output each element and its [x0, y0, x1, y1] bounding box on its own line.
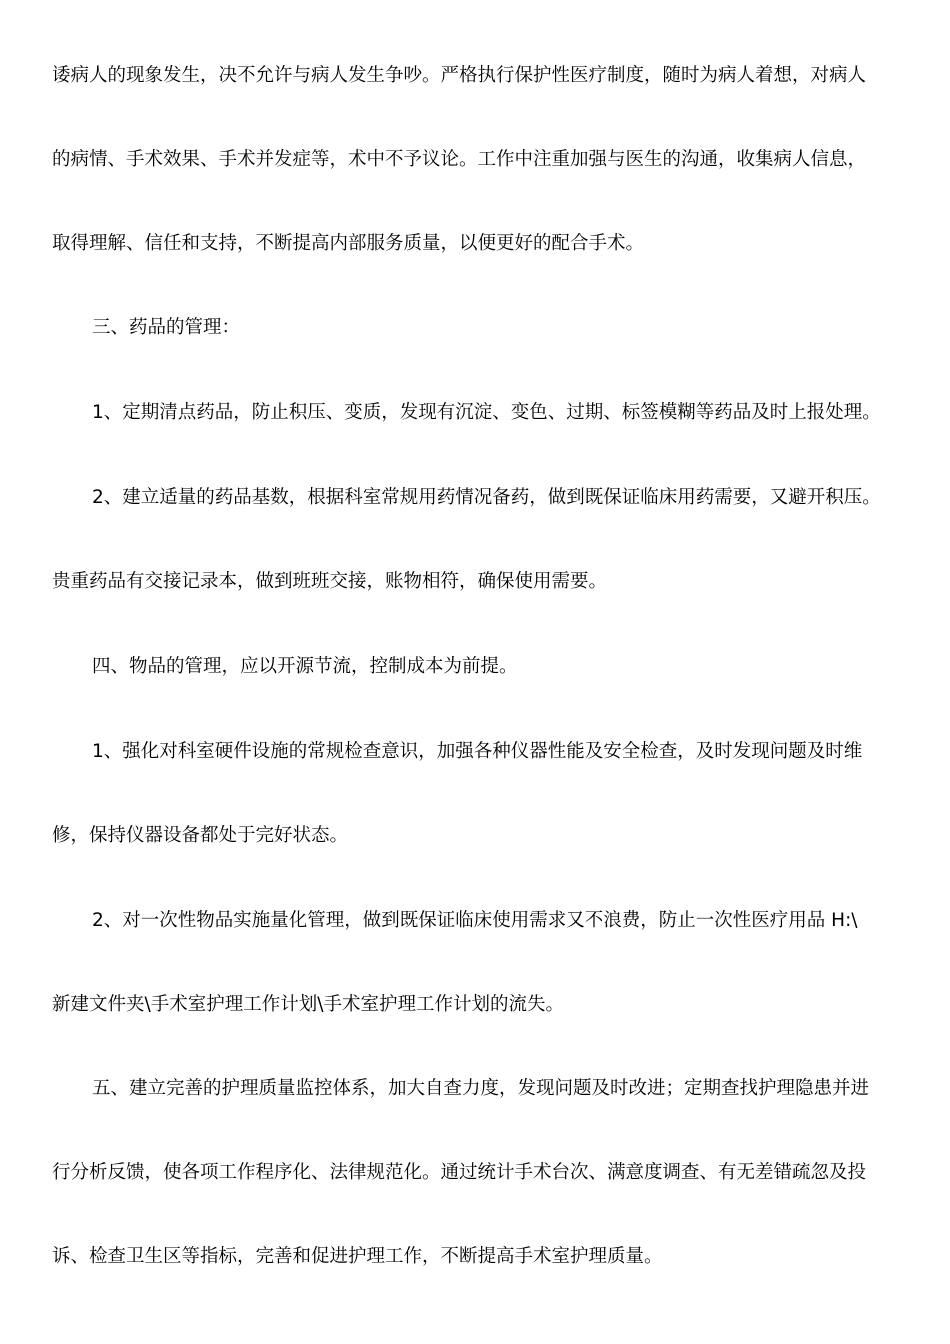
text-line: 1、定期清点药品，防止积压、变质，发现有沉淀、变色、过期、标签模糊等药品及时上报处理。	[92, 402, 881, 423]
text-line: 诿病人的现象发生，决不允许与病人发生争吵。严格执行保护性医疗制度，随时为病人着想，对病人	[52, 65, 867, 86]
text-line: 修，保持仪器设备都处于完好状态。	[52, 825, 349, 846]
section-heading-supplies: 四、物品的管理，应以开源节流，控制成本为前提。	[92, 656, 518, 677]
text-line: 2、建立适量的药品基数，根据科室常规用药情况备药，做到既保证临床用药需要，又避开积压。	[92, 487, 881, 508]
text-line: 取得理解、信任和支持，不断提高内部服务质量，以便更好的配合手术。	[52, 233, 645, 254]
text-line: 行分析反馈，使各项工作程序化、法律规范化。通过统计手术台次、满意度调查、有无差错疏忽及投	[52, 1162, 867, 1183]
text-line: 贵重药品有交接记录本，做到班班交接，账物相符，确保使用需要。	[52, 571, 608, 592]
section-heading-quality: 五、建立完善的护理质量监控体系，加大自查力度，发现问题及时改进；定期查找护理隐患并进	[92, 1078, 870, 1099]
text-line: 诉、检查卫生区等指标，完善和促进护理工作，不断提高手术室护理质量。	[52, 1246, 663, 1267]
text-line: 新建文件夹\手术室护理工作计划\手术室护理工作计划的流失。	[52, 994, 564, 1015]
text-line: 1、强化对科室硬件设施的常规检查意识，加强各种仪器性能及安全检查，及时发现问题及时维	[92, 741, 863, 762]
text-line: 的病情、手术效果、手术并发症等，术中不予议论。工作中注重加强与医生的沟通，收集病人信息，	[52, 149, 867, 170]
section-heading-medicine: 三、药品的管理：	[92, 317, 241, 338]
text-line: 2、对一次性物品实施量化管理，做到既保证临床使用需求又不浪费，防止一次性医疗用品 H:\	[92, 910, 858, 931]
